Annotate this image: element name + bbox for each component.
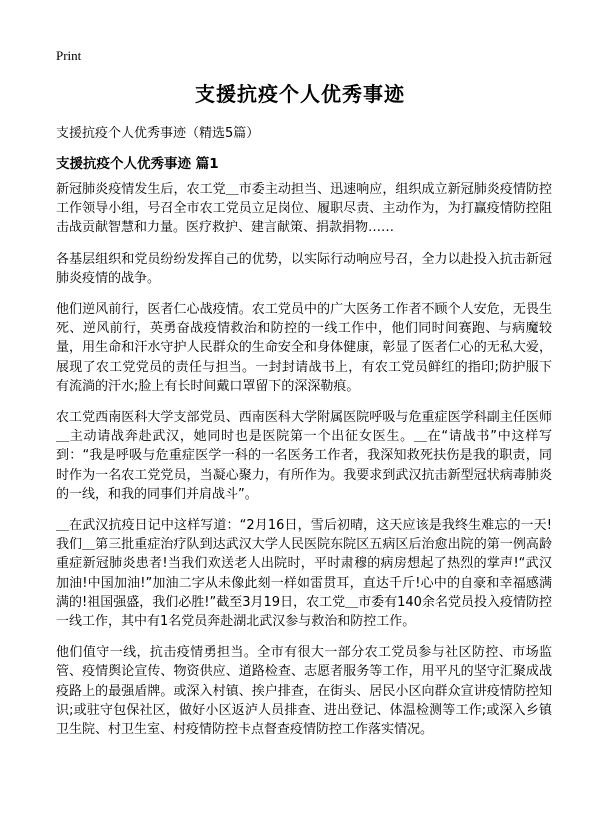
paragraph: 他们值守一线，抗击疫情勇担当。全市有很大一部分农工党员参与社区防控、市场监管、疫情舆论宣传、物资供应、道路检查、志愿者服务等工作，用平凡的坚守汇聚成战疫路上的最强盾牌。或深入村镇、挨户排查，在街头、居民小区向群众宣讲疫情防控知识;或驻守包保社区，做好小区返泸人员排查、进出登记、体温检测等工作;或深入乡镇卫生院、村卫生室、村疫情防控卡点督查疫情防控工作落实情况。 xyxy=(56,645,552,738)
paragraph: 他们逆风前行，医者仁心战疫情。农工党员中的广大医务工作者不顾个人安危，无畏生死、逆风前行，英勇奋战疫情救治和防控的一线工作中，他们同时间赛跑、与病魔较量，用生命和汗水守护人民群众的生命安全和身体健康，彰显了医者仁心的无私大爱，展现了农工党党员的责任与担当。一封封请战书上，有农工党员鲜红的指印;防护服下有流淌的汗水;脸上有长时间戴口罩留下的深深勒痕。 xyxy=(56,302,552,394)
paragraph: 各基层组织和党员纷纷发挥自己的优势，以实际行动响应号召，全力以赴投入抗击新冠肺炎疫情的战争。 xyxy=(56,251,552,286)
document-subtitle: 支援抗疫个人优秀事迹（精选5篇） xyxy=(56,126,260,141)
paragraph: ＿在武汉抗疫日记中这样写道：“2月16日，雪后初晴，这天应该是我终生难忘的一天!我们＿第三批重症治疗队到达武汉大学人民医院东院区五病区后治愈出院的第一例高龄重症新冠肺炎患者!当我们欢送老人出院时，平时肃穆的病房想起了热烈的掌声!“武汉加油!中国加油!”加油二字从未像此刻一样如雷贯耳，直达千斤!心中的自豪和幸福感满满的!祖国强盛，我们必胜!”截至3月19日，农工党＿市委有140余名党员投入疫情防控一线工作，其中有1名党员奔赴湖北武汉参与救治和防控工作。 xyxy=(56,518,552,630)
paragraph: 农工党西南医科大学支部党员、西南医科大学附属医院呼吸与危重症医学科副主任医师＿主动请战奔赴武汉，她同时也是医院第一个出征女医生。＿在“请战书”中这样写到：“我是呼吸与危重症医学一科的一名医务工作者，我深知救死扶伤是我的职责，同时作为一名农工党党员，当凝心聚力，有所作为。我要求到武汉抗击新型冠状病毒肺炎的一线，和我的同事们并肩战斗”。 xyxy=(56,410,552,502)
print-link[interactable]: Print xyxy=(56,48,82,63)
paragraph: 新冠肺炎疫情发生后，农工党＿市委主动担当、迅速响应，组织成立新冠肺炎疫情防控工作领导小组，号召全市农工党员立足岗位、履职尽责、主动作为，为打赢疫情防控阻击战贡献智慧和力量。医疗救护、建言献策、捐款捐物…… xyxy=(56,182,552,236)
page-title: 支援抗疫个人优秀事迹 xyxy=(195,82,405,106)
article-body xyxy=(56,180,552,751)
section-heading: 支援抗疫个人优秀事迹 篇1 xyxy=(56,156,219,172)
